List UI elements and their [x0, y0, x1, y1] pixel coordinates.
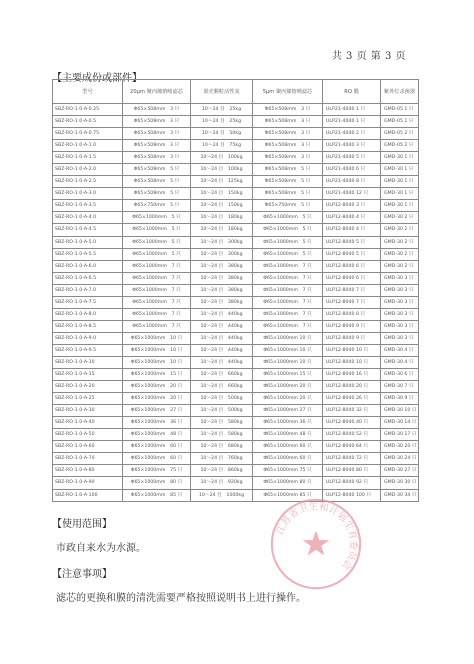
- cell-ro-membrane: ULP12-8040 80 只: [323, 465, 381, 477]
- cell-model: SBZ-RO-1.0-A-6.0: [53, 260, 123, 272]
- table-row: [53, 332, 419, 344]
- cell-filter-20um: Φ65×508mm 5 只: [123, 176, 191, 188]
- cell-model: SBZ-RO-1.0-A-15: [53, 369, 123, 381]
- table-body: [53, 104, 419, 502]
- cell-filter-5um: Φ65×508mm 5 只: [253, 164, 323, 176]
- cell-carbon: 10～24 目 660kg: [191, 369, 253, 381]
- cell-uv-sterilizer: GMD-30 6 只: [381, 369, 419, 381]
- svg-text:江苏省卫生和计划生育委员会: 江苏省卫生和计划生育委员会: [274, 501, 359, 572]
- header-ro-membrane: RO 膜: [323, 80, 381, 104]
- cell-model: SBZ-RO-1.0-A-5.0: [53, 236, 123, 248]
- header-5um-filter: 5μm 聚丙烯熔喷滤芯: [253, 80, 323, 104]
- cell-filter-5um: Φ65×1000mm 80 只: [253, 477, 323, 489]
- cell-uv-sterilizer: GMD-30 1 只: [381, 200, 419, 212]
- cell-ro-membrane: ULP12-8040 10 只: [323, 356, 381, 368]
- cell-filter-20um: Φ65×1000mm 27 只: [123, 405, 191, 417]
- header-20um-filter: 20μm 聚丙烯熔喷滤芯: [123, 80, 191, 104]
- cell-filter-5um: Φ65×1000mm 60 只: [253, 441, 323, 453]
- table-row: [53, 116, 419, 128]
- cell-ro-membrane: ULP12-8040 52 只: [323, 429, 381, 441]
- cell-ro-membrane: ULP12-8040 32 只: [323, 405, 381, 417]
- cell-model: SBZ-RO-1.0-A-0.25: [53, 104, 123, 116]
- use-scope-text: 市政自来水为水源。: [56, 543, 146, 554]
- cell-filter-20um: Φ65×1000mm 80 只: [123, 477, 191, 489]
- cell-uv-sterilizer: GMD-30 3 只: [381, 332, 419, 344]
- cell-filter-5um: Φ65×1000mm 48 只: [253, 429, 323, 441]
- cell-filter-5um: Φ65×508mm 3 只: [253, 128, 323, 140]
- table-row: [53, 381, 419, 393]
- cell-filter-20um: Φ65×508mm 5 只: [123, 164, 191, 176]
- cell-carbon: 10～24 目 380kg: [191, 272, 253, 284]
- cell-uv-sterilizer: GMD-30 1 只: [381, 176, 419, 188]
- section-title-notes: 【注意事项】: [52, 569, 112, 580]
- cell-ro-membrane: ULP12-8040 72 只: [323, 453, 381, 465]
- table-row: [53, 236, 419, 248]
- cell-model: SBZ-RO-1.0-A-4.5: [53, 224, 123, 236]
- cell-filter-5um: Φ65×1000mm 7 只: [253, 272, 323, 284]
- cell-model: SBZ-RO-1.0-A-3.5: [53, 200, 123, 212]
- cell-uv-sterilizer: GMD-30 20 只: [381, 441, 419, 453]
- cell-uv-sterilizer: GMD-30 10 只: [381, 405, 419, 417]
- cell-ro-membrane: ULP12-8040 100 只: [323, 489, 381, 501]
- cell-model: SBZ-RO-1.0-A-70: [53, 453, 123, 465]
- table-row: [53, 429, 419, 441]
- cell-uv-sterilizer: GMD-05 1 只: [381, 104, 419, 116]
- cell-ro-membrane: ULP12-8040 9 只: [323, 320, 381, 332]
- table-row: [53, 128, 419, 140]
- table-row: [53, 272, 419, 284]
- notes-text: 滤芯的更换和膜的清洗需要严格按照说明书上进行操作。: [56, 593, 306, 604]
- cell-model: SBZ-RO-1.0-A-80: [53, 465, 123, 477]
- table-row: [53, 284, 419, 296]
- cell-filter-5um: Φ65×1000mm 60 只: [253, 453, 323, 465]
- cell-filter-20um: Φ65×1000mm 85 只: [123, 489, 191, 501]
- table-row: [53, 104, 419, 116]
- cell-uv-sterilizer: GMD-30 4 只: [381, 344, 419, 356]
- cell-ro-membrane: ULP12-8040 8 只: [323, 308, 381, 320]
- cell-carbon: 10～24 目 760kg: [191, 453, 253, 465]
- cell-carbon: 10～24 目 50kg: [191, 128, 253, 140]
- cell-ro-membrane: ULP21-4040 12 只: [323, 188, 381, 200]
- cell-ro-membrane: ULP12-8040 26 只: [323, 393, 381, 405]
- cell-filter-5um: Φ65×508mm 3 只: [253, 140, 323, 152]
- cell-uv-sterilizer: GMD-30 17 只: [381, 429, 419, 441]
- header-uv-sterilizer: 紫外灯杀菌器: [381, 80, 419, 104]
- cell-filter-20um: Φ65×1000mm 20 只: [123, 393, 191, 405]
- cell-filter-5um: Φ65×1000mm 7 只: [253, 320, 323, 332]
- cell-filter-20um: Φ65×508mm 3 只: [123, 152, 191, 164]
- cell-filter-5um: Φ65×1000mm 7 只: [253, 284, 323, 296]
- table-header-row: [53, 80, 419, 104]
- cell-ro-membrane: ULP12-8040 5 只: [323, 236, 381, 248]
- cell-carbon: 10～24 目 920kg: [191, 477, 253, 489]
- cell-filter-20um: Φ65×1000mm 7 只: [123, 320, 191, 332]
- cell-carbon: 10～24 目 440kg: [191, 308, 253, 320]
- cell-filter-20um: Φ65×508mm 3 只: [123, 116, 191, 128]
- cell-ro-membrane: ULP12-8040 4 只: [323, 224, 381, 236]
- table-row: [53, 417, 419, 429]
- table-row: [53, 465, 419, 477]
- cell-model: SBZ-RO-1.0-A-7.5: [53, 296, 123, 308]
- cell-uv-sterilizer: GMD-05 2 只: [381, 140, 419, 152]
- cell-model: SBZ-RO-1.0-A-4.0: [53, 212, 123, 224]
- cell-filter-5um: Φ65×1000mm 10 只: [253, 344, 323, 356]
- table-row: [53, 369, 419, 381]
- cell-filter-20um: Φ65×1000mm 5 只: [123, 224, 191, 236]
- cell-carbon: 10～24 目 180kg: [191, 224, 253, 236]
- cell-filter-5um: Φ65×508mm 3 只: [253, 152, 323, 164]
- cell-filter-5um: Φ65×508mm 3 只: [253, 104, 323, 116]
- cell-filter-5um: Φ65×1000mm 7 只: [253, 308, 323, 320]
- cell-uv-sterilizer: GMD-30 24 只: [381, 453, 419, 465]
- cell-filter-5um: Φ65×1000mm 10 只: [253, 356, 323, 368]
- header-activated-carbon: 果壳颗粒活性炭: [191, 80, 253, 104]
- cell-uv-sterilizer: GMD-30 14 只: [381, 417, 419, 429]
- cell-carbon: 10～24 目 680kg: [191, 441, 253, 453]
- cell-carbon: 10～24 目 860kg: [191, 465, 253, 477]
- cell-model: SBZ-RO-1.0-A-100: [53, 489, 123, 501]
- cell-uv-sterilizer: GMD-30 30 只: [381, 477, 419, 489]
- cell-filter-5um: Φ65×1000mm 5 只: [253, 248, 323, 260]
- cell-model: SBZ-RO-1.0-A-10: [53, 356, 123, 368]
- components-table: [52, 79, 419, 502]
- cell-ro-membrane: ULP21-4040 1 只: [323, 116, 381, 128]
- cell-ro-membrane: ULP12-8040 6 只: [323, 272, 381, 284]
- cell-filter-20um: Φ65×1000mm 7 只: [123, 272, 191, 284]
- cell-filter-20um: Φ65×1000mm 5 只: [123, 212, 191, 224]
- cell-filter-5um: Φ65×1000mm 20 只: [253, 381, 323, 393]
- cell-carbon: 10～24 目 380kg: [191, 296, 253, 308]
- page-number: 共 3 页 第 3 页: [331, 51, 406, 62]
- cell-uv-sterilizer: GMD-05 1 只: [381, 116, 419, 128]
- cell-filter-20um: Φ65×1000mm 7 只: [123, 308, 191, 320]
- cell-ro-membrane: ULP12-8040 7 只: [323, 284, 381, 296]
- cell-model: SBZ-RO-1.0-A-9.0: [53, 332, 123, 344]
- cell-model: SBZ-RO-1.0-A-6.5: [53, 272, 123, 284]
- cell-carbon: 10～24 目 440kg: [191, 344, 253, 356]
- cell-filter-20um: Φ65×508mm 3 只: [123, 128, 191, 140]
- cell-model: SBZ-RO-1.0-A-8.0: [53, 308, 123, 320]
- cell-carbon: 10～24 目 25kg: [191, 104, 253, 116]
- cell-filter-20um: Φ65×1000mm 60 只: [123, 453, 191, 465]
- table-row: [53, 308, 419, 320]
- cell-ro-membrane: ULP21-4040 6 只: [323, 164, 381, 176]
- cell-filter-5um: Φ65×1000mm 15 只: [253, 369, 323, 381]
- cell-uv-sterilizer: GMD-30 2 只: [381, 224, 419, 236]
- cell-filter-20um: Φ65×750mm 5 只: [123, 200, 191, 212]
- cell-carbon: 10～24 目 150kg: [191, 188, 253, 200]
- cell-uv-sterilizer: GMD-30 9 只: [381, 393, 419, 405]
- official-seal-stamp: [268, 496, 364, 592]
- cell-uv-sterilizer: GMD-30 3 只: [381, 308, 419, 320]
- cell-carbon: 10～24 目 580kg: [191, 429, 253, 441]
- cell-uv-sterilizer: GMD-30 3 只: [381, 272, 419, 284]
- cell-uv-sterilizer: GMD-30 7 只: [381, 381, 419, 393]
- cell-filter-20um: Φ65×1000mm 75 只: [123, 465, 191, 477]
- table-row: [53, 176, 419, 188]
- cell-model: SBZ-RO-1.0-A-8.5: [53, 320, 123, 332]
- table-row: [53, 344, 419, 356]
- cell-ro-membrane: ULP12-8040 40 只: [323, 417, 381, 429]
- cell-ro-membrane: ULP12-8040 4 只: [323, 212, 381, 224]
- cell-model: SBZ-RO-1.0-A-20: [53, 381, 123, 393]
- cell-model: SBZ-RO-1.0-A-9.5: [53, 344, 123, 356]
- cell-ro-membrane: ULP21-4040 8 只: [323, 176, 381, 188]
- header-model: 型号: [53, 80, 123, 104]
- cell-uv-sterilizer: GMD-30 34 只: [381, 489, 419, 501]
- cell-ro-membrane: ULP12-8040 16 只: [323, 369, 381, 381]
- cell-model: SBZ-RO-1.0-A-90: [53, 477, 123, 489]
- cell-ro-membrane: ULP12-8040 20 只: [323, 381, 381, 393]
- cell-filter-5um: Φ65×1000mm 5 只: [253, 224, 323, 236]
- cell-carbon: 10～24 目 150kg: [191, 200, 253, 212]
- cell-carbon: 10～24 目 300kg: [191, 248, 253, 260]
- cell-filter-5um: Φ65×1000mm 10 只: [253, 332, 323, 344]
- cell-filter-5um: Φ65×1000mm 5 只: [253, 236, 323, 248]
- table-row: [53, 212, 419, 224]
- table-row: [53, 320, 419, 332]
- cell-filter-20um: Φ65×508mm 5 只: [123, 188, 191, 200]
- cell-uv-sterilizer: GMD-30 2 只: [381, 212, 419, 224]
- cell-ro-membrane: ULP12-8040 3 只: [323, 200, 381, 212]
- cell-carbon: 10～24 目 500kg: [191, 405, 253, 417]
- cell-model: SBZ-RO-1.0-A-2.5: [53, 176, 123, 188]
- cell-model: SBZ-RO-1.0-A-40: [53, 417, 123, 429]
- cell-uv-sterilizer: GMD-30 27 只: [381, 465, 419, 477]
- cell-filter-20um: Φ65×1000mm 60 只: [123, 441, 191, 453]
- cell-filter-5um: Φ65×1000mm 85 只: [253, 489, 323, 501]
- cell-filter-5um: Φ65×508mm 5 只: [253, 176, 323, 188]
- cell-uv-sterilizer: GMD-30 4 只: [381, 356, 419, 368]
- cell-uv-sterilizer: GMD-30 2 只: [381, 236, 419, 248]
- cell-carbon: 10～24 目 100kg: [191, 164, 253, 176]
- cell-filter-20um: Φ65×508mm 3 只: [123, 104, 191, 116]
- cell-carbon: 10～24 目 125kg: [191, 176, 253, 188]
- cell-ro-membrane: ULP12-8040 92 只: [323, 477, 381, 489]
- cell-ro-membrane: ULP12-8040 7 只: [323, 296, 381, 308]
- table-row: [53, 405, 419, 417]
- cell-uv-sterilizer: GMD-30 2 只: [381, 260, 419, 272]
- cell-filter-20um: Φ65×1000mm 10 只: [123, 332, 191, 344]
- section-title-use-scope: 【使用范围】: [52, 519, 112, 530]
- cell-filter-20um: Φ65×1000mm 20 只: [123, 381, 191, 393]
- table-row: [53, 477, 419, 489]
- cell-model: SBZ-RO-1.0-A-1.5: [53, 152, 123, 164]
- cell-filter-5um: Φ65×508mm 3 只: [253, 116, 323, 128]
- cell-filter-20um: Φ65×1000mm 5 只: [123, 248, 191, 260]
- cell-filter-20um: Φ65×508mm 3 只: [123, 140, 191, 152]
- cell-model: SBZ-RO-1.0-A-30: [53, 405, 123, 417]
- cell-carbon: 10～24 目 380kg: [191, 284, 253, 296]
- table-row: [53, 453, 419, 465]
- cell-filter-5um: Φ65×1000mm 27 只: [253, 405, 323, 417]
- cell-model: SBZ-RO-1.0-A-3.0: [53, 188, 123, 200]
- cell-filter-5um: Φ65×1000mm 75 只: [253, 465, 323, 477]
- cell-model: SBZ-RO-1.0-A-60: [53, 441, 123, 453]
- cell-carbon: 10～24 目 380kg: [191, 260, 253, 272]
- cell-filter-20um: Φ65×1000mm 10 只: [123, 344, 191, 356]
- cell-ro-membrane: ULP21-4040 3 只: [323, 140, 381, 152]
- cell-uv-sterilizer: GMD-30 1 只: [381, 152, 419, 164]
- cell-carbon: 10～24 目 1000kg: [191, 489, 253, 501]
- table-row: [53, 248, 419, 260]
- cell-carbon: 10～24 目 440kg: [191, 356, 253, 368]
- cell-carbon: 10～24 目 500kg: [191, 393, 253, 405]
- cell-uv-sterilizer: GMD-30 3 只: [381, 284, 419, 296]
- cell-carbon: 10～24 目 300kg: [191, 236, 253, 248]
- cell-model: SBZ-RO-1.0-A-7.0: [53, 284, 123, 296]
- cell-ro-membrane: ULP21-4040 2 只: [323, 128, 381, 140]
- cell-filter-5um: Φ65×750mm 5 只: [253, 200, 323, 212]
- cell-filter-20um: Φ65×1000mm 5 只: [123, 236, 191, 248]
- cell-filter-20um: Φ65×1000mm 36 只: [123, 417, 191, 429]
- cell-filter-5um: Φ65×1000mm 7 只: [253, 260, 323, 272]
- cell-filter-5um: Φ65×1000mm 20 只: [253, 393, 323, 405]
- cell-ro-membrane: ULP12-8040 6 只: [323, 260, 381, 272]
- cell-ro-membrane: ULP12-8040 9 只: [323, 332, 381, 344]
- cell-carbon: 10～24 目 75kg: [191, 140, 253, 152]
- cell-filter-20um: Φ65×1000mm 7 只: [123, 284, 191, 296]
- table-row: [53, 140, 419, 152]
- cell-ro-membrane: ULP12-8040 5 只: [323, 248, 381, 260]
- table-row: [53, 260, 419, 272]
- cell-uv-sterilizer: GMD-30 1 只: [381, 164, 419, 176]
- cell-uv-sterilizer: GMD-30 2 只: [381, 248, 419, 260]
- cell-filter-20um: Φ65×1000mm 7 只: [123, 296, 191, 308]
- cell-filter-5um: Φ65×1000mm 5 只: [253, 212, 323, 224]
- cell-carbon: 10～24 目 25kg: [191, 116, 253, 128]
- cell-carbon: 10～24 目 180kg: [191, 212, 253, 224]
- cell-carbon: 10～24 目 440kg: [191, 320, 253, 332]
- table-row: [53, 152, 419, 164]
- table-row: [53, 356, 419, 368]
- table-row: [53, 393, 419, 405]
- cell-ro-membrane: ULP21-4040 5 只: [323, 152, 381, 164]
- cell-filter-20um: Φ65×1000mm 10 只: [123, 356, 191, 368]
- cell-uv-sterilizer: GMD-05 2 只: [381, 128, 419, 140]
- cell-filter-5um: Φ65×1000mm 7 只: [253, 296, 323, 308]
- cell-ro-membrane: ULP12-8040 10 只: [323, 344, 381, 356]
- cell-model: SBZ-RO-1.0-A-0.75: [53, 128, 123, 140]
- cell-ro-membrane: ULP12-8040 64 只: [323, 441, 381, 453]
- cell-filter-20um: Φ65×1000mm 48 只: [123, 429, 191, 441]
- cell-carbon: 10～24 目 660kg: [191, 381, 253, 393]
- table-row: [53, 296, 419, 308]
- cell-carbon: 10～24 目 440kg: [191, 332, 253, 344]
- table-row: [53, 188, 419, 200]
- cell-uv-sterilizer: GMD-30 1 只: [381, 188, 419, 200]
- section-title-main-components: 【主要成份或部件】: [52, 73, 142, 84]
- table-row: [53, 200, 419, 212]
- cell-filter-5um: Φ65×1000mm 36 只: [253, 417, 323, 429]
- cell-model: SBZ-RO-1.0-A-1.0: [53, 140, 123, 152]
- cell-filter-5um: Φ65×508mm 5 只: [253, 188, 323, 200]
- cell-model: SBZ-RO-1.0-A-0.5: [53, 116, 123, 128]
- cell-filter-20um: Φ65×1000mm 15 只: [123, 369, 191, 381]
- cell-carbon: 10～24 目 580kg: [191, 417, 253, 429]
- cell-model: SBZ-RO-1.0-A-25: [53, 393, 123, 405]
- cell-carbon: 10～24 目 100kg: [191, 152, 253, 164]
- cell-model: SBZ-RO-1.0-A-2.0: [53, 164, 123, 176]
- table-row: [53, 441, 419, 453]
- cell-filter-20um: Φ65×1000mm 7 只: [123, 260, 191, 272]
- cell-model: SBZ-RO-1.0-A-5.5: [53, 248, 123, 260]
- cell-uv-sterilizer: GMD-30 3 只: [381, 320, 419, 332]
- cell-uv-sterilizer: GMD-30 3 只: [381, 296, 419, 308]
- table-row: [53, 164, 419, 176]
- cell-ro-membrane: ULP21-4040 1 只: [323, 104, 381, 116]
- cell-model: SBZ-RO-1.0-A-50: [53, 429, 123, 441]
- table-row: [53, 224, 419, 236]
